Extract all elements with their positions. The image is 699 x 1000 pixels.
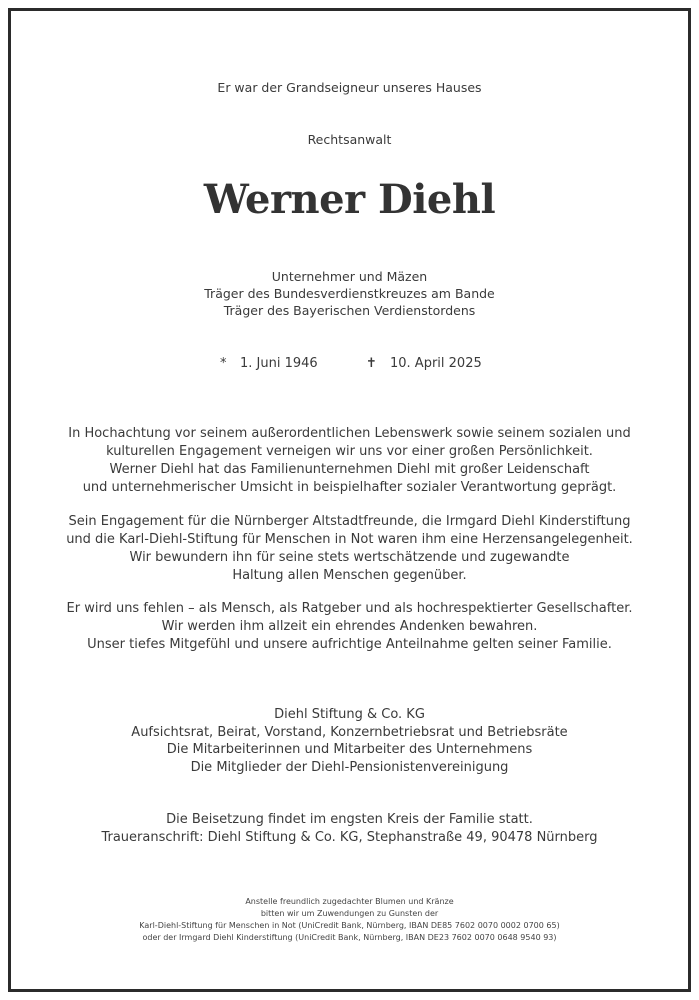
mourning-address: Traueranschrift: Diehl Stiftung & Co. KG, Stephanstraße 49, 90478 Nürnberg xyxy=(101,830,598,845)
donation-line: oder der Irmgard Diehl Kinderstiftung (UniCredit Bank, Nürnberg, IBAN DE23 7602 0070 0648 9540 93) xyxy=(142,933,557,942)
honor-line: Unternehmer und Mäzen xyxy=(271,269,428,284)
text-line: Werner Diehl hat das Familienunternehmen Diehl mit großer Leidenschaft xyxy=(109,462,590,477)
profession: Rechtsanwalt xyxy=(307,132,392,147)
cross-icon: ✝ xyxy=(366,356,377,371)
signatory-line: Aufsichtsrat, Beirat, Vorstand, Konzernbetriebsrat und Betriebsräte xyxy=(131,724,568,740)
text-line: Wir bewundern ihn für seine stets wertschätzende und zugewandte xyxy=(129,550,570,565)
text-line: Sein Engagement für die Nürnberger Altstadtfreunde, die Irmgard Diehl Kinderstiftung xyxy=(68,514,631,529)
signatory-line: Diehl Stiftung & Co. KG xyxy=(274,707,425,722)
honor-line: Träger des Bundesverdienstkreuzes am Bande xyxy=(204,286,495,301)
deceased-name: Werner Diehl xyxy=(203,176,496,223)
farewell-paragraph xyxy=(0,600,699,654)
text-line: Unser tiefes Mitgefühl und unsere aufrichtige Anteilnahme gelten seiner Familie. xyxy=(87,637,612,652)
signatory-line: Die Mitarbeiterinnen und Mitarbeiter des Unternehmens xyxy=(166,742,533,757)
intro-line: Er war der Grandseigneur unseres Hauses xyxy=(217,80,482,95)
honor-line: Träger des Bayerischen Verdienstordens xyxy=(223,303,476,318)
birth-date: 1. Juni 1946 xyxy=(240,356,318,371)
tribute-paragraph xyxy=(0,425,699,497)
text-line: In Hochachtung vor seinem außerordentlichen Lebenswerk sowie seinem sozialen und xyxy=(68,426,631,441)
donation-note xyxy=(0,896,699,944)
burial-line: Die Beisetzung findet im engsten Kreis der Familie statt. xyxy=(166,812,533,827)
death-date: 10. April 2025 xyxy=(390,356,482,371)
text-line: kulturellen Engagement verneigen wir uns vor einer großen Persönlichkeit. xyxy=(106,444,593,459)
donation-line: Anstelle freundlich zugedachter Blumen und Kränze xyxy=(245,897,454,906)
text-line: und die Karl-Diehl-Stiftung für Menschen in Not waren ihm eine Herzensangelegenheit. xyxy=(66,532,633,547)
signatories xyxy=(0,706,699,776)
text-line: Er wird uns fehlen – als Mensch, als Ratgeber und als hochrespektierter Gesellschafter. xyxy=(66,601,633,616)
text-line: Haltung allen Menschen gegenüber. xyxy=(232,568,467,583)
engagement-paragraph xyxy=(0,513,699,585)
text-line: und unternehmerischer Umsicht in beispielhafter sozialer Verantwortung geprägt. xyxy=(82,480,617,495)
life-dates xyxy=(0,356,699,374)
text-line: Wir werden ihm allzeit ein ehrendes Andenken bewahren. xyxy=(161,619,538,634)
birth-star-icon: * xyxy=(220,356,227,371)
burial-info xyxy=(0,811,699,847)
signatory-line: Die Mitglieder der Diehl-Pensionistenvereinigung xyxy=(190,759,509,775)
donation-line: Karl-Diehl-Stiftung für Menschen in Not (UniCredit Bank, Nürnberg, IBAN DE85 7602 0070 0002 0700 65) xyxy=(139,921,560,930)
donation-line: bitten wir um Zuwendungen zu Gunsten der xyxy=(260,909,439,918)
honors xyxy=(0,268,699,319)
